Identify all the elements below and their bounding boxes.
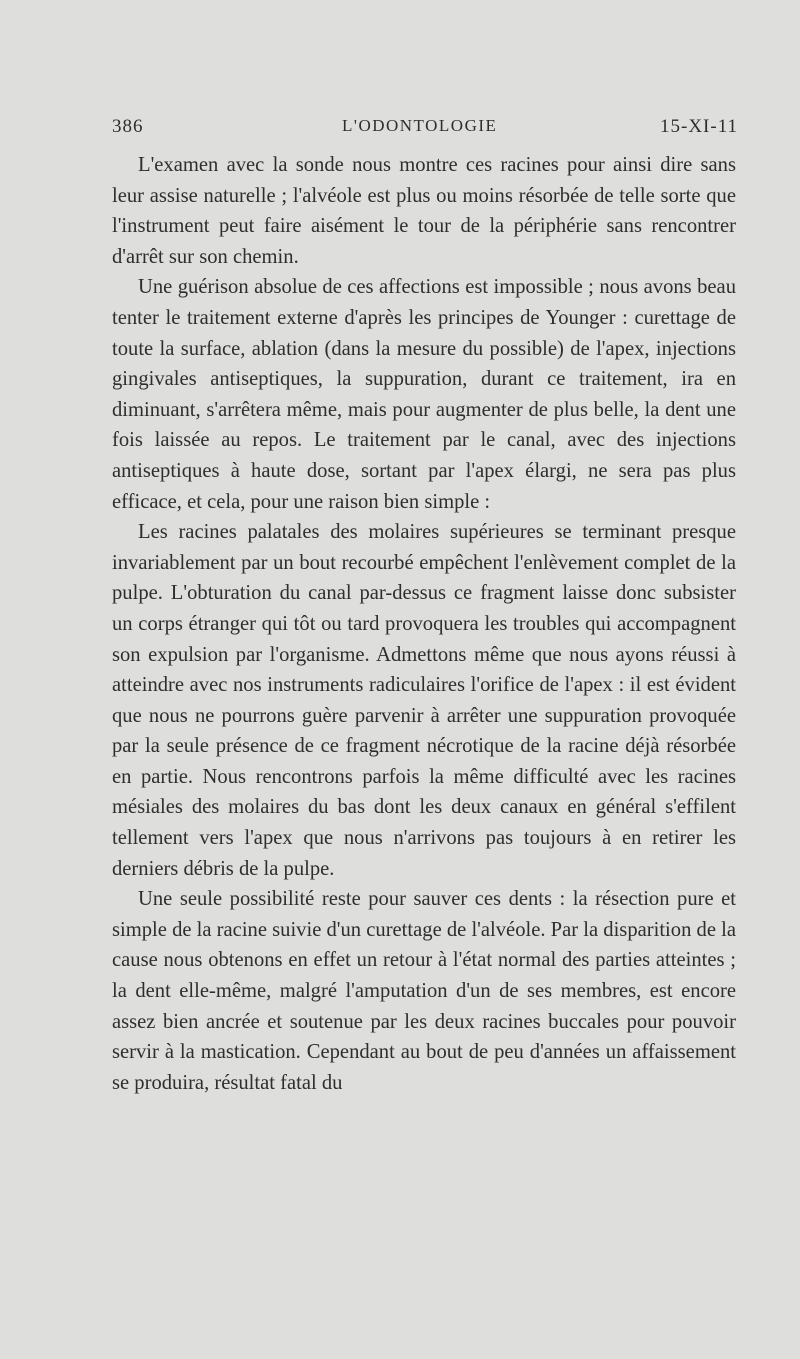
- paragraph: L'examen avec la sonde nous montre ces racines pour ainsi dire sans leur assise naturelle ; l'alvéole est plus ou moins résorbée de telle sorte que l'instrument peut faire aisément le tour de la périphérie sans rencontrer d'arrêt sur son chemin.: [112, 154, 736, 268]
- running-header: [112, 116, 738, 144]
- paragraph: Une seule possibilité reste pour sauver ces dents : la résection pure et simple de la racine suivie d'un curettage de l'alvéole. Par la disparition de la cause nous obtenons en effet un retour à l'état normal des parties atteintes ; la dent elle-même, malgré l'amputation d'un de ses membres, est encore assez bien ancrée et soutenue par les deux racines buccales pour pouvoir servir à la mastication. Cependant au bout de peu d'années un affaissement se produira, résultat fatal du: [112, 888, 736, 1094]
- journal-title: L'ODONTOLOGIE: [342, 116, 498, 135]
- page-number: 386: [112, 116, 144, 137]
- body-text: [112, 150, 736, 1098]
- paragraph: Une guérison absolue de ces affections est impossible ; nous avons beau tenter le traitement externe d'après les principes de Younger : curettage de toute la surface, ablation (dans la mesure du possible) de l'apex, injections gingivales antiseptiques, la suppuration, durant ce traitement, ira en diminuant, s'arrêtera même, mais pour augmenter de plus belle, la dent une fois laissée au repos. Le traitement par le canal, avec des injections antiseptiques à haute dose, sortant par l'apex élargi, ne sera pas plus efficace, et cela, pour une raison bien simple :: [112, 276, 736, 513]
- paragraph: Les racines palatales des molaires supérieures se terminant presque invariablement par un bout recourbé empêchent l'enlèvement complet de la pulpe. L'obturation du canal par-dessus ce fragment laisse donc subsister un corps étranger qui tôt ou tard provoquera les troubles qui accompagnent son expulsion par l'organisme. Admettons même que nous ayons réussi à atteindre avec nos instruments radiculaires l'orifice de l'apex : il est évident que nous ne pourrons guère parvenir à arrêter une suppuration provoquée par la seule présence de ce fragment nécrotique de la racine déjà résorbée en partie. Nous rencontrons parfois la même difficulté avec les racines mésiales des molaires du bas dont les deux canaux en général s'effilent tellement vers l'apex que nous n'arrivons pas toujours à en retirer les derniers débris de la pulpe.: [112, 521, 736, 880]
- issue-date: 15-XI-11: [660, 116, 738, 137]
